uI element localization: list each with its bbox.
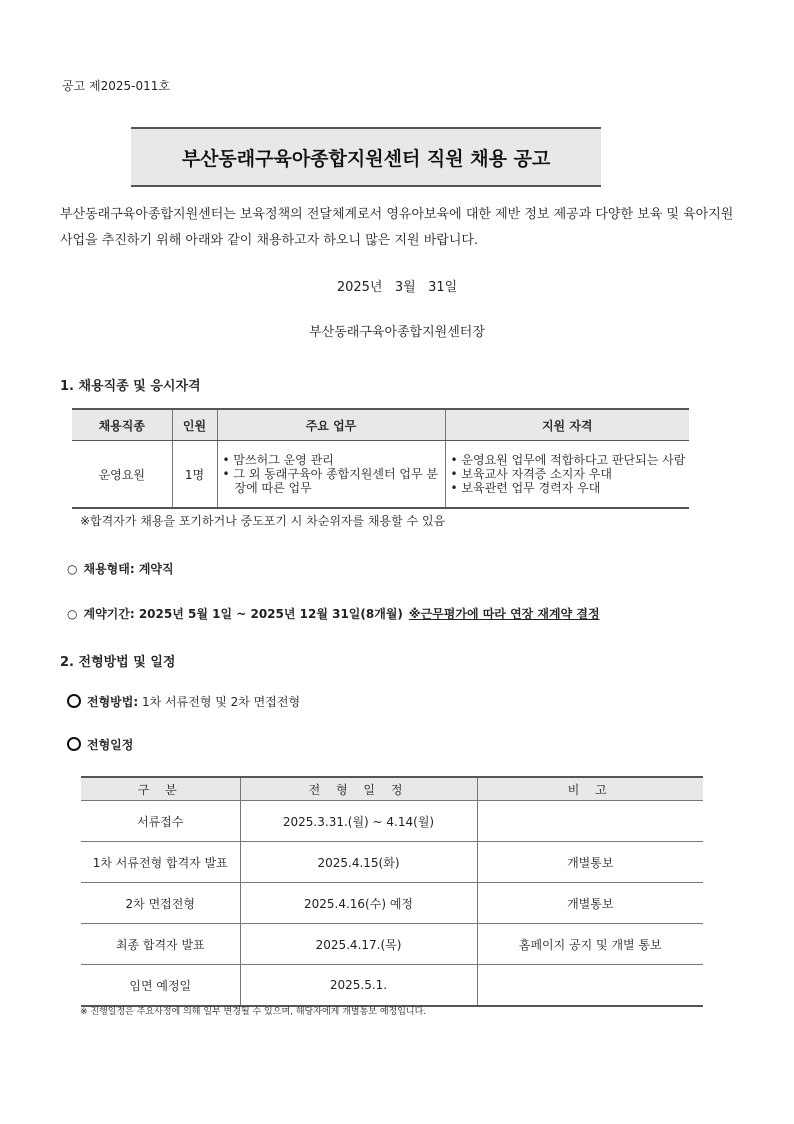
col-header-remark: 비 고 (477, 777, 703, 801)
bold-circle-bullet-icon (67, 737, 81, 751)
job-table-note: ※합격자가 채용을 포기하거나 중도포기 시 차순위자를 채용할 수 있음 (80, 514, 446, 528)
table-row (81, 842, 703, 883)
list-item: • 운영요원 업무에 적합하다고 판단되는 사람 (451, 453, 689, 467)
contract-renewal-note: ※근무평가에 따라 연장 재계약 결정 (408, 607, 600, 621)
schedule-remark: 개별통보 (477, 842, 703, 883)
schedule-item: 서류접수 (81, 801, 240, 842)
col-header-item: 구 분 (81, 777, 240, 801)
qualifications-cell (445, 441, 689, 509)
list-item: • 보육관련 업무 경력자 우대 (451, 481, 689, 495)
col-header-qualifications: 지원 자격 (445, 409, 689, 441)
schedule-date: 2025.5.1. (240, 965, 477, 1007)
schedule-label: 전형일정 (87, 738, 134, 752)
count-cell: 1명 (172, 441, 217, 509)
contract-period-line (67, 605, 600, 622)
table-row (81, 883, 703, 924)
duties-cell (217, 441, 445, 509)
schedule-date: 2025.4.15(화) (240, 842, 477, 883)
schedule-remark: 개별통보 (477, 883, 703, 924)
circle-bullet-icon: ○ (67, 562, 78, 576)
list-item: • 맘쓰허그 운영 관리 (223, 453, 444, 467)
schedule-item: 임면 예정일 (81, 965, 240, 1007)
schedule-date: 2025.3.31.(월) ~ 4.14(월) (240, 801, 477, 842)
page-title: 부산동래구육아종합지원센터 직원 채용 공고 (131, 127, 601, 187)
selection-method-value: 1차 서류전형 및 2차 면접전형 (142, 695, 301, 709)
intro-paragraph: 부산동래구육아종합지원센터는 보육정책의 전달체계로서 영유아보육에 대한 제반 정보 제공과 다양한 보육 및 육아지원 사업을 추진하기 위해 아래와 같이 채용하고자 하오니 많은 지원 바랍니다. (60, 207, 734, 248)
table-row (81, 924, 703, 965)
document-number: 공고 제2025-011호 (62, 79, 170, 93)
col-header-date: 전 형 일 정 (240, 777, 477, 801)
schedule-remark (477, 801, 703, 842)
selection-method-line (67, 693, 300, 710)
schedule-table (81, 776, 703, 1007)
list-item: • 그 외 동래구육아 종합지원센터 업무 분장에 따른 업무 (223, 467, 444, 495)
col-header-count: 인원 (172, 409, 217, 441)
schedule-item: 2차 면접전형 (81, 883, 240, 924)
table-row (72, 441, 689, 509)
schedule-date: 2025.4.17.(목) (240, 924, 477, 965)
schedule-date: 2025.4.16(수) 예정 (240, 883, 477, 924)
schedule-remark: 홈페이지 공지 및 개별 통보 (477, 924, 703, 965)
circle-bullet-icon: ○ (67, 607, 78, 621)
list-item: • 보육교사 자격증 소지자 우대 (451, 467, 689, 481)
schedule-item: 1차 서류전형 합격자 발표 (81, 842, 240, 883)
bold-circle-bullet-icon (67, 694, 81, 708)
organization-head: 부산동래구육아종합지원센터장 (309, 325, 485, 340)
employment-type-line (67, 560, 174, 577)
job-cell: 운영요원 (72, 441, 172, 509)
schedule-remark (477, 965, 703, 1007)
table-row (81, 801, 703, 842)
schedule-label-line (67, 736, 133, 753)
employment-type-text: 채용형태: 계약직 (83, 562, 174, 576)
col-header-duties: 주요 업무 (217, 409, 445, 441)
schedule-note: ※ 진행일정은 주요사정에 의해 일부 변경될 수 있으며, 해당자에게 개별통보 예정입니다. (80, 1007, 427, 1017)
job-qualification-table (72, 408, 689, 509)
selection-method-label: 전형방법: (87, 695, 139, 709)
section-1-heading: 1. 채용직종 및 응시자격 (60, 379, 201, 394)
contract-period-text: 계약기간: 2025년 5월 1일 ~ 2025년 12월 31일(8개월) (83, 607, 403, 621)
announcement-date: 2025년 3월 31일 (336, 280, 458, 295)
col-header-job: 채용직종 (72, 409, 172, 441)
section-2-heading: 2. 전형방법 및 일정 (60, 655, 176, 670)
schedule-item: 최종 합격자 발표 (81, 924, 240, 965)
table-row (81, 965, 703, 1007)
